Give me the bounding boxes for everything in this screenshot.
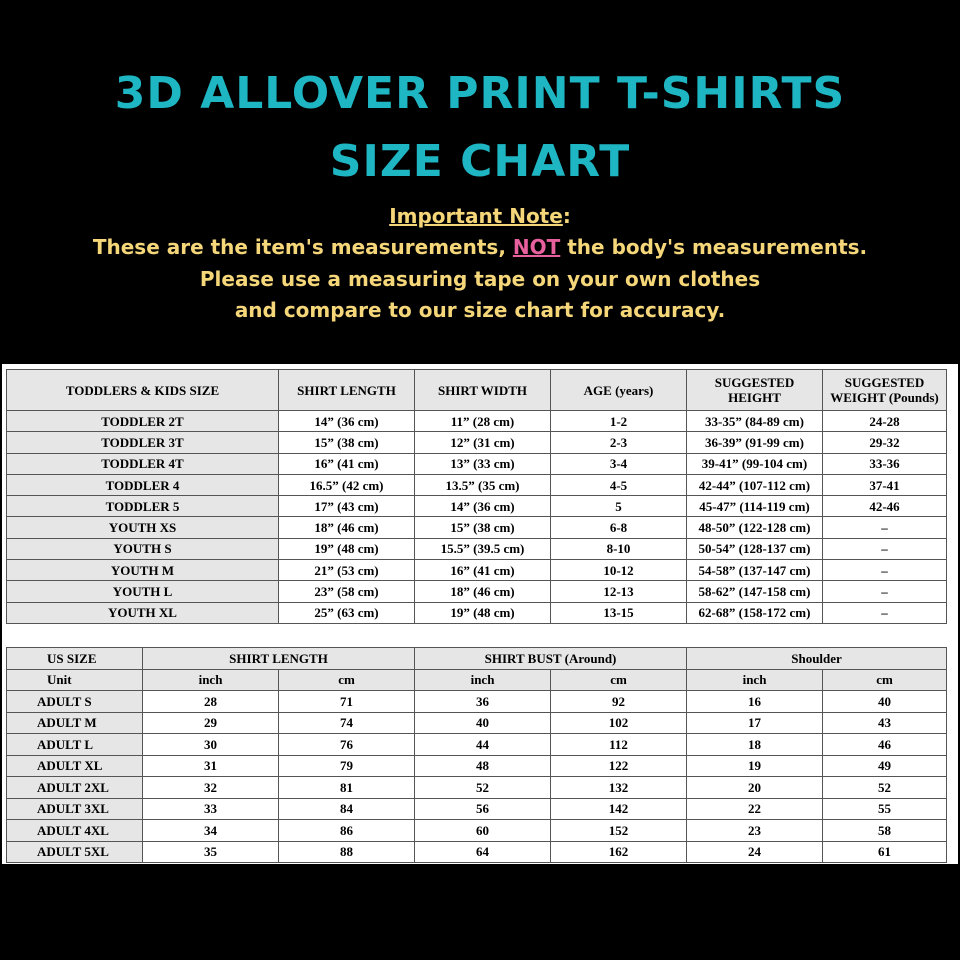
kids-table-cell: 25” (63 cm) (279, 602, 415, 623)
adult-table-cell: 24 (687, 841, 823, 863)
kids-table-cell: 45-47” (114-119 cm) (687, 496, 823, 517)
adult-size-label: ADULT 4XL (7, 820, 143, 842)
adult-table-cell: 34 (143, 820, 279, 842)
adult-size-label: ADULT L (7, 734, 143, 756)
adult-size-label: ADULT M (7, 712, 143, 734)
kids-header-cell: SUGGESTED HEIGHT (687, 370, 823, 411)
kids-table-cell: 42-44” (107-112 cm) (687, 474, 823, 495)
kids-table-cell: 6-8 (551, 517, 687, 538)
kids-table-cell: 62-68” (158-172 cm) (687, 602, 823, 623)
kids-table-cell: 16.5” (42 cm) (279, 474, 415, 495)
adult-table-cell: 61 (823, 841, 947, 863)
kids-size-table (6, 369, 947, 624)
adult-table-cell: 102 (551, 712, 687, 734)
kids-table-row (7, 517, 947, 538)
adult-table-row (7, 841, 947, 863)
kids-table-cell: 13-15 (551, 602, 687, 623)
adult-table-cell: 30 (143, 734, 279, 756)
adult-table-cell: 71 (279, 691, 415, 713)
kids-table-cell: 11” (28 cm) (415, 411, 551, 432)
kids-table-cell: 33-36 (823, 453, 947, 474)
kids-table-cell: 37-41 (823, 474, 947, 495)
kids-size-label: TODDLER 4 (7, 474, 279, 495)
note-line-1-pre: These are the item's measurements, (92, 235, 513, 259)
kids-table-cell: 13.5” (35 cm) (415, 474, 551, 495)
adult-table-cell: 64 (415, 841, 551, 863)
kids-table-cell: 17” (43 cm) (279, 496, 415, 517)
kids-table-cell: 13” (33 cm) (415, 453, 551, 474)
adult-table-cell: 52 (415, 777, 551, 799)
adult-table-cell: 60 (415, 820, 551, 842)
table-gap (6, 626, 946, 646)
adult-table-cell: 81 (279, 777, 415, 799)
kids-table-cell: 21” (53 cm) (279, 560, 415, 581)
kids-table-cell: – (823, 581, 947, 602)
kids-table-row (7, 602, 947, 623)
adult-table-cell: 122 (551, 755, 687, 777)
adult-unit-cell: Unit (7, 669, 143, 691)
adult-header-cell: SHIRT BUST (Around) (415, 648, 687, 670)
adult-table-cell: 112 (551, 734, 687, 756)
kids-size-label: TODDLER 4T (7, 453, 279, 474)
adult-table-cell: 20 (687, 777, 823, 799)
kids-table-cell: 1-2 (551, 411, 687, 432)
adult-table-cell: 88 (279, 841, 415, 863)
kids-size-label: TODDLER 2T (7, 411, 279, 432)
kids-table-cell: – (823, 560, 947, 581)
adult-table-cell: 19 (687, 755, 823, 777)
adult-table-cell: 44 (415, 734, 551, 756)
kids-table-cell: 19” (48 cm) (279, 538, 415, 559)
adult-table-cell: 46 (823, 734, 947, 756)
adult-unit-cell: inch (687, 669, 823, 691)
adult-table-cell: 35 (143, 841, 279, 863)
adult-table-cell: 40 (415, 712, 551, 734)
adult-table-cell: 33 (143, 798, 279, 820)
kids-size-label: TODDLER 5 (7, 496, 279, 517)
adult-table-cell: 84 (279, 798, 415, 820)
kids-table-cell: 58-62” (147-158 cm) (687, 581, 823, 602)
note-line-3: and compare to our size chart for accuracy. (234, 298, 726, 322)
kids-table-cell: 12-13 (551, 581, 687, 602)
note-heading-text: Important Note (389, 204, 563, 228)
adult-table-cell: 32 (143, 777, 279, 799)
kids-size-label: YOUTH L (7, 581, 279, 602)
kids-table-row (7, 560, 947, 581)
adult-size-label: ADULT 3XL (7, 798, 143, 820)
adult-table-cell: 162 (551, 841, 687, 863)
adult-table-cell: 28 (143, 691, 279, 713)
kids-table-cell: 12” (31 cm) (415, 432, 551, 453)
adult-header-cell: SHIRT LENGTH (143, 648, 415, 670)
kids-table-cell: – (823, 517, 947, 538)
kids-table-cell: 42-46 (823, 496, 947, 517)
kids-table-row (7, 474, 947, 495)
adult-unit-cell: cm (279, 669, 415, 691)
adult-unit-cell: cm (551, 669, 687, 691)
kids-size-label: YOUTH XL (7, 602, 279, 623)
adult-table-cell: 23 (687, 820, 823, 842)
adult-table-cell: 22 (687, 798, 823, 820)
kids-table-cell: 23” (58 cm) (279, 581, 415, 602)
kids-size-label: TODDLER 3T (7, 432, 279, 453)
note-heading (0, 204, 960, 228)
adult-unit-cell: inch (143, 669, 279, 691)
adult-table-row (7, 798, 947, 820)
kids-table-row (7, 581, 947, 602)
kids-size-label: YOUTH M (7, 560, 279, 581)
adult-table-cell: 76 (279, 734, 415, 756)
kids-header-cell: AGE (years) (551, 370, 687, 411)
note-emphasis-not: NOT (512, 235, 561, 259)
adult-header-cell: US SIZE (7, 648, 143, 670)
adult-table-cell: 55 (823, 798, 947, 820)
adult-table-cell: 29 (143, 712, 279, 734)
kids-table-cell: 8-10 (551, 538, 687, 559)
kids-table-cell: 4-5 (551, 474, 687, 495)
kids-table-cell: 2-3 (551, 432, 687, 453)
adult-size-label: ADULT 5XL (7, 841, 143, 863)
adult-table-cell: 86 (279, 820, 415, 842)
title-line-1: 3D ALLOVER PRINT T-SHIRTS (114, 68, 846, 119)
adult-table-cell: 16 (687, 691, 823, 713)
note-line-1 (0, 235, 960, 259)
adult-table-cell: 31 (143, 755, 279, 777)
adult-table-cell: 49 (823, 755, 947, 777)
adult-table-cell: 36 (415, 691, 551, 713)
title-line-2: SIZE CHART (329, 136, 631, 187)
adult-size-table (6, 647, 947, 863)
kids-table-cell: – (823, 602, 947, 623)
adult-table-row (7, 777, 947, 799)
kids-table-cell: 50-54” (128-137 cm) (687, 538, 823, 559)
kids-table-cell: 48-50” (122-128 cm) (687, 517, 823, 538)
adult-table-cell: 40 (823, 691, 947, 713)
adult-table-row (7, 734, 947, 756)
kids-table-cell: 10-12 (551, 560, 687, 581)
note-line-1-post: the body's measurements. (560, 235, 868, 259)
adult-table-cell: 152 (551, 820, 687, 842)
adult-size-label: ADULT S (7, 691, 143, 713)
note-heading-colon: : (562, 204, 571, 228)
kids-size-label: YOUTH XS (7, 517, 279, 538)
kids-table-cell: 33-35” (84-89 cm) (687, 411, 823, 432)
adult-table-row (7, 820, 947, 842)
adult-table-cell: 17 (687, 712, 823, 734)
kids-table-cell: 5 (551, 496, 687, 517)
kids-table-cell: 15.5” (39.5 cm) (415, 538, 551, 559)
kids-table-row (7, 411, 947, 432)
kids-table-cell: 18” (46 cm) (279, 517, 415, 538)
kids-table-cell: – (823, 538, 947, 559)
size-chart-sheet (2, 364, 958, 864)
kids-table-cell: 14” (36 cm) (415, 496, 551, 517)
kids-table-cell: 36-39” (91-99 cm) (687, 432, 823, 453)
adult-table-cell: 43 (823, 712, 947, 734)
adult-table-cell: 74 (279, 712, 415, 734)
adult-table-row (7, 691, 947, 713)
adult-table-cell: 52 (823, 777, 947, 799)
kids-table-row (7, 538, 947, 559)
adult-size-label: ADULT 2XL (7, 777, 143, 799)
kids-table-cell: 14” (36 cm) (279, 411, 415, 432)
adult-table-cell: 132 (551, 777, 687, 799)
adult-table-cell: 56 (415, 798, 551, 820)
kids-header-cell: TODDLERS & KIDS SIZE (7, 370, 279, 411)
adult-table-cell: 48 (415, 755, 551, 777)
adult-table-cell: 142 (551, 798, 687, 820)
kids-header-cell: SHIRT LENGTH (279, 370, 415, 411)
kids-table-cell: 16” (41 cm) (279, 453, 415, 474)
kids-table-cell: 18” (46 cm) (415, 581, 551, 602)
kids-table-row (7, 496, 947, 517)
kids-header-row (7, 370, 947, 411)
kids-table-cell: 29-32 (823, 432, 947, 453)
kids-table-cell: 3-4 (551, 453, 687, 474)
adult-unit-cell: inch (415, 669, 551, 691)
kids-size-label: YOUTH S (7, 538, 279, 559)
adult-table-row (7, 755, 947, 777)
kids-table-cell: 54-58” (137-147 cm) (687, 560, 823, 581)
kids-header-cell: SUGGESTED WEIGHT (Pounds) (823, 370, 947, 411)
kids-table-cell: 16” (41 cm) (415, 560, 551, 581)
adult-unit-row (7, 669, 947, 691)
kids-table-row (7, 453, 947, 474)
adult-table-cell: 79 (279, 755, 415, 777)
kids-table-row (7, 432, 947, 453)
adult-header-row (7, 648, 947, 670)
kids-table-cell: 24-28 (823, 411, 947, 432)
adult-unit-cell: cm (823, 669, 947, 691)
adult-table-cell: 18 (687, 734, 823, 756)
adult-header-cell: Shoulder (687, 648, 947, 670)
kids-table-cell: 19” (48 cm) (415, 602, 551, 623)
kids-header-cell: SHIRT WIDTH (415, 370, 551, 411)
note-line-2: Please use a measuring tape on your own clothes (199, 267, 761, 291)
kids-table-cell: 39-41” (99-104 cm) (687, 453, 823, 474)
adult-table-row (7, 712, 947, 734)
adult-size-label: ADULT XL (7, 755, 143, 777)
kids-table-cell: 15” (38 cm) (415, 517, 551, 538)
adult-table-cell: 58 (823, 820, 947, 842)
kids-table-cell: 15” (38 cm) (279, 432, 415, 453)
adult-table-cell: 92 (551, 691, 687, 713)
